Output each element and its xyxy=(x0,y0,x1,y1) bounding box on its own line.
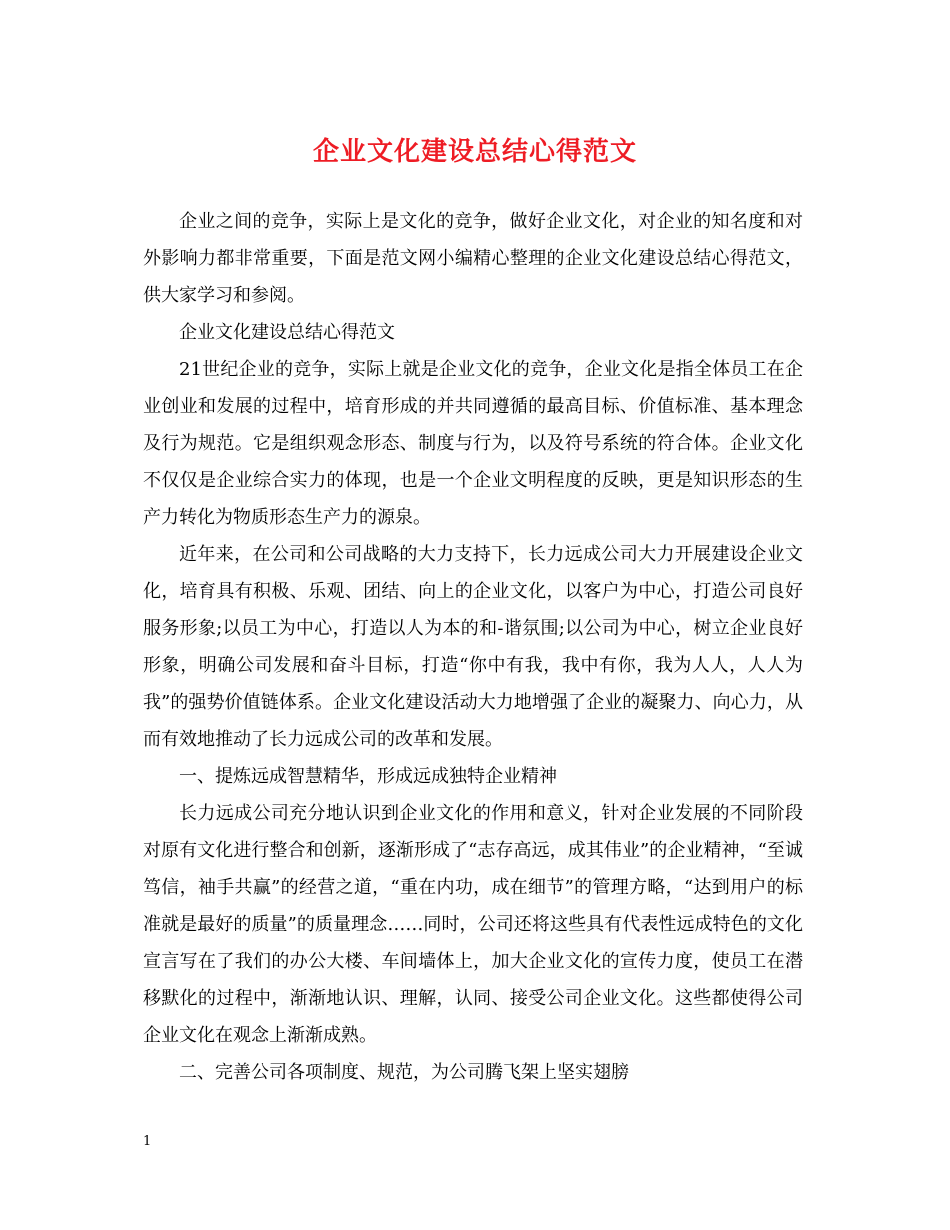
page-number: 1 xyxy=(143,1134,152,1149)
paragraph-section-1: 长力远成公司充分地认识到企业文化的作用和意义，针对企业发展的不同阶段对原有文化进行整合和创新，逐渐形成了“志存高远，成其伟业”的企业精神，“至诚笃信，袖手共赢”的经营之道，“重在内功，成在细节”的管理方略，“达到用户的标准就是最好的质量”的质量理念……同时，公司还将这些具有代表性远成特色的文化宣言写在了我们的办公大楼、车间墙体上，加大企业文化的宣传力度，使员工在潜移默化的过程中，渐渐地认识、理解，认同、接受公司企业文化。这些都使得公司企业文化在观念上渐渐成熟。 xyxy=(143,803,803,1046)
paragraph-recent-years: 近年来，在公司和公司战略的大力支持下，长力远成公司大力开展建设企业文化，培育具有积极、乐观、团结、向上的企业文化，以客户为中心，打造公司良好服务形象;以员工为中心，打造以人为本的和-谐氛围;以公司为中心，树立企业良好形象，明确公司发展和奋斗目标，打造“你中有我，我中有你，我为人人，人人为我”的强势价值链体系。企业文化建设活动大力地增强了企业的凝聚力、向心力，从而有效地推动了长力远成公司的改革和发展。 xyxy=(143,544,803,750)
paragraph-intro: 企业之间的竞争，实际上是文化的竞争，做好企业文化，对企业的知名度和对外影响力都非常重要，下面是范文网小编精心整理的企业文化建设总结心得范文，供大家学习和参阅。 xyxy=(143,211,803,306)
paragraph-subtitle: 企业文化建设总结心得范文 xyxy=(179,322,395,343)
section-heading-1: 一、提炼远成智慧精华，形成远成独特企业精神 xyxy=(179,766,557,787)
document-title: 企业文化建设总结心得范文 xyxy=(312,137,637,167)
document-body xyxy=(143,203,803,1091)
paragraph-definition: 21世纪企业的竞争，实际上就是企业文化的竞争，企业文化是指全体员工在企业创业和发展的过程中，培育形成的并共同遵循的最高目标、价值标准、基本理念及行为规范。它是组织观念形态、制度与行为，以及符号系统的符合体。企业文化不仅仅是企业综合实力的体现，也是一个企业文明程度的反映，更是知识形态的生产力转化为物质形态生产力的源泉。 xyxy=(143,359,803,528)
section-heading-2: 二、完善公司各项制度、规范，为公司腾飞架上坚实翅膀 xyxy=(179,1062,629,1083)
